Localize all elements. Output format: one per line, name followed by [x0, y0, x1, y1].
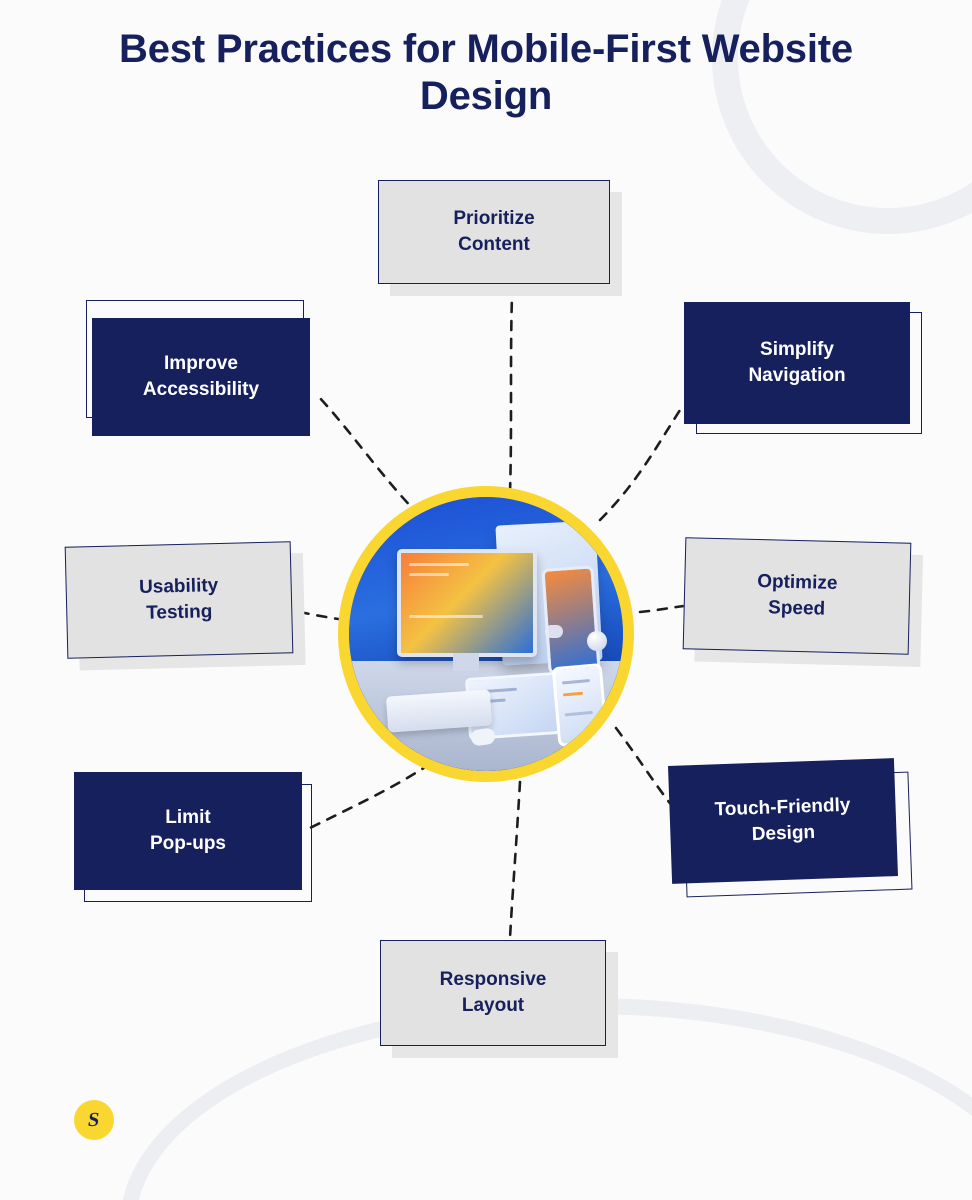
- node-touch-friendly-design[interactable]: [668, 758, 898, 884]
- node-card[interactable]: [683, 537, 912, 654]
- node-label: Responsive Layout: [439, 969, 547, 1016]
- node-label: Usability Testing: [138, 575, 219, 624]
- node-label: Touch-Friendly Design: [714, 795, 851, 846]
- node-prioritize-content[interactable]: [378, 180, 610, 284]
- node-card[interactable]: [92, 318, 310, 436]
- logo-mark: S: [86, 1108, 102, 1131]
- page-title: Best Practices for Mobile-First Website Design: [119, 27, 853, 119]
- node-optimize-speed[interactable]: [683, 537, 912, 654]
- brand-logo: [74, 1100, 114, 1140]
- node-usability-testing[interactable]: [65, 541, 294, 658]
- node-card[interactable]: [380, 940, 606, 1046]
- node-label: Simplify Navigation: [748, 339, 846, 386]
- node-simplify-navigation[interactable]: [684, 302, 910, 424]
- node-card[interactable]: [668, 758, 898, 884]
- node-responsive-layout[interactable]: [380, 940, 606, 1046]
- node-card[interactable]: [684, 302, 910, 424]
- center-illustration: [338, 486, 634, 782]
- node-improve-accessibility[interactable]: [92, 318, 310, 436]
- node-label: Improve Accessibility: [142, 353, 260, 400]
- node-label: Limit Pop-ups: [150, 807, 226, 854]
- node-card[interactable]: [65, 541, 294, 658]
- node-card[interactable]: [378, 180, 610, 284]
- node-card[interactable]: [74, 772, 302, 890]
- node-label: Optimize Speed: [756, 571, 838, 620]
- node-label: Prioritize Content: [453, 208, 535, 255]
- node-limit-popups[interactable]: [74, 772, 302, 890]
